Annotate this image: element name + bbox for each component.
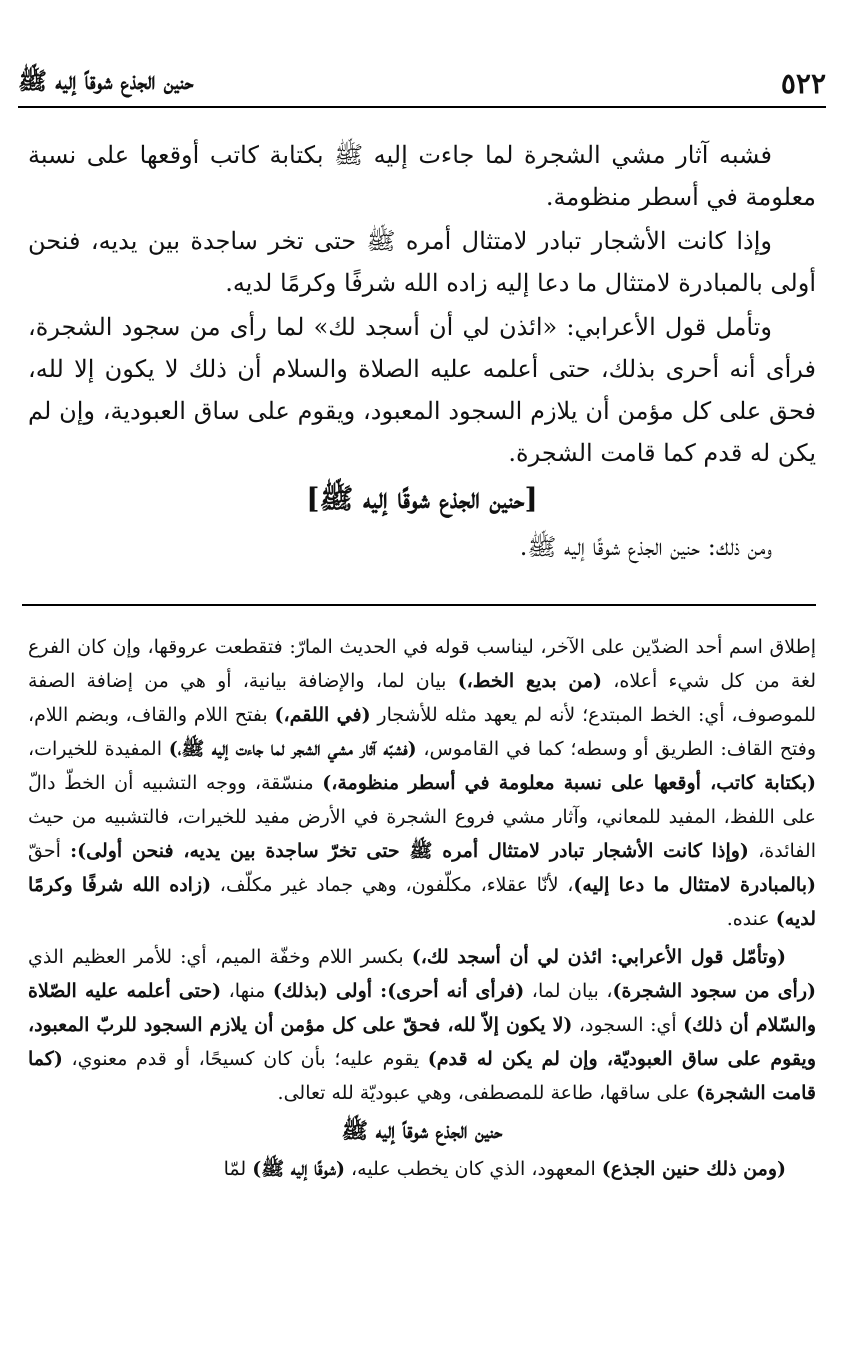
main-paragraph: وإذا كانت الأشجار تبادر لامتثال أمره ﷺ حتى تخر ساجدة بين يديه، فنحن أولى بالمبادرة لامتثال ما دعا إليه زاده الله شرفًا وكرمًا لديه. <box>28 227 816 297</box>
commentary-paragraph <box>28 940 816 1110</box>
footnote-divider <box>22 604 816 606</box>
commentary-text: المفيدة للخيرات، <box>28 738 169 760</box>
commentary-quote: (بكتابة كاتب، أوقعها على نسبة معلومة في أسطر منظومة،) <box>322 772 816 794</box>
commentary-text: منها، <box>221 980 273 1002</box>
commentary-quote: (فرأى أنه أحرى): أولى (بذلك) <box>272 980 525 1002</box>
main-text <box>28 134 816 570</box>
commentary-quote: (حتى أعلمه عليه الصّلاة والسّلام أن ذلك) <box>28 980 816 1036</box>
commentary-text: على ساقها، طاعة للمصطفى، وهي عبوديّة لله تعالى. <box>277 1082 696 1104</box>
commentary-quote: (لا يكون إلاّ لله، فحقّ على كل مؤمن أن يلازم السجود للربّ المعبود، ويقوم على ساق العبوديّة، وإن لم يكن له قدم) <box>28 1014 816 1070</box>
commentary-text: منسّقة، ووجه التشبيه أن الخطّ دالّ على اللفظ، المفيد للمعاني، وآثار مشي فروع الشجرة في الأرض مفيد للخيرات، فالتشبيه من حيث الفائدة، <box>28 772 816 862</box>
commentary-text: بفتح اللام والقاف، وبضم اللام، وفتح القاف: الطريق أو وسطه؛ كما في القاموس، <box>28 704 817 760</box>
commentary-quote: (من بديع الخط،) <box>457 670 603 692</box>
commentary-text: إطلاق اسم أحد الضدّين على الآخر، ليناسب قوله في الحديث المارّ: فتقطعت عروقها، وإن كان الفرع لغة من كل شيء أعلاه، <box>28 636 816 692</box>
commentary-heading: حنين الجذع شوقاً إليه ﷺ <box>341 1118 503 1144</box>
commentary-quote: (بالمبادرة لامتثال ما دعا إليه) <box>573 874 816 896</box>
commentary-quote: (وإذا كانت الأشجار تبادر لامتثال أمره ﷺ حتى تخرّ ساجدة بين يديه، فنحن أولى): <box>70 840 749 862</box>
commentary <box>28 630 816 1190</box>
commentary-text: بكسر اللام وخفّة الميم، أي: للأمر العظيم الذي <box>28 946 412 968</box>
commentary-text: ، بيان لما، <box>524 980 613 1002</box>
commentary-text: أحقّ <box>28 840 71 862</box>
commentary-text: لمّا <box>223 1158 253 1180</box>
main-paragraph: ومن ذلك: حنين الجذع شوقًا إليه ﷺ. <box>519 533 772 561</box>
commentary-quote: (فشبّه آثار مشي الشجر لما جاءت إليه ﷺ،) <box>168 738 417 760</box>
commentary-text: أي: السجود، <box>572 1014 684 1036</box>
commentary-quote: (ومن ذلك حنين الجذع) <box>601 1158 786 1180</box>
commentary-quote: (كما قامت الشجرة) <box>28 1048 816 1104</box>
main-paragraph: وتأمل قول الأعرابي: «ائذن لي أن أسجد لك» لما رأى من سجود الشجرة، فرأى أنه أحرى بذلك، حتى أعلمه عليه الصلاة والسلام أن ذلك لا يكون إلا لله، فحق على كل مؤمن أن يلازم السجود المعبود، ويقوم على ساق العبودية، وإن لم يكن له قدم كما قامت الشجرة. <box>28 313 817 467</box>
commentary-paragraph <box>28 630 816 936</box>
commentary-text: ، لأنّا عقلاء، مكلّفون، وهي جماد غير مكلّف، <box>211 874 574 896</box>
commentary-text: بيان لما، والإضافة بيانية، أو هي من إضافة الصفة للموصوف، أي: الخط المبتدع؛ لأنه لم يعهد مثله للأشجار <box>28 670 816 726</box>
page-header <box>18 60 826 108</box>
commentary-quote: (شوقًا إليه ﷺ) <box>252 1158 345 1180</box>
section-heading: [حنين الجذع شوقًا إليه ﷺ] <box>306 482 538 515</box>
commentary-text: يقوم عليه؛ بأن كان كسيحًا، أو قدم معنوي، <box>62 1048 428 1070</box>
page-number: ٥٢٢ <box>780 66 826 100</box>
commentary-text: المعهود، الذي كان يخطب عليه، <box>344 1158 602 1180</box>
commentary-quote: (في اللقم،) <box>274 704 371 726</box>
commentary-quote: (زاده الله شرفًا وكرمًا لديه) <box>28 874 816 930</box>
commentary-quote: (رأى من سجود الشجرة) <box>612 980 816 1002</box>
main-paragraph: فشبه آثار مشي الشجرة لما جاءت إليه ﷺ بكتابة كاتب أوقعها على نسبة معلومة في أسطر منظومة. <box>28 141 816 211</box>
commentary-text: عنده. <box>726 908 776 930</box>
commentary-quote: (وتأمّل قول الأعرابي: ائذن لي أن أسجد لك،) <box>411 946 786 968</box>
commentary-paragraph <box>28 1152 816 1186</box>
running-title: حنين الجذع شوقاً إليه ﷺ <box>18 65 194 95</box>
